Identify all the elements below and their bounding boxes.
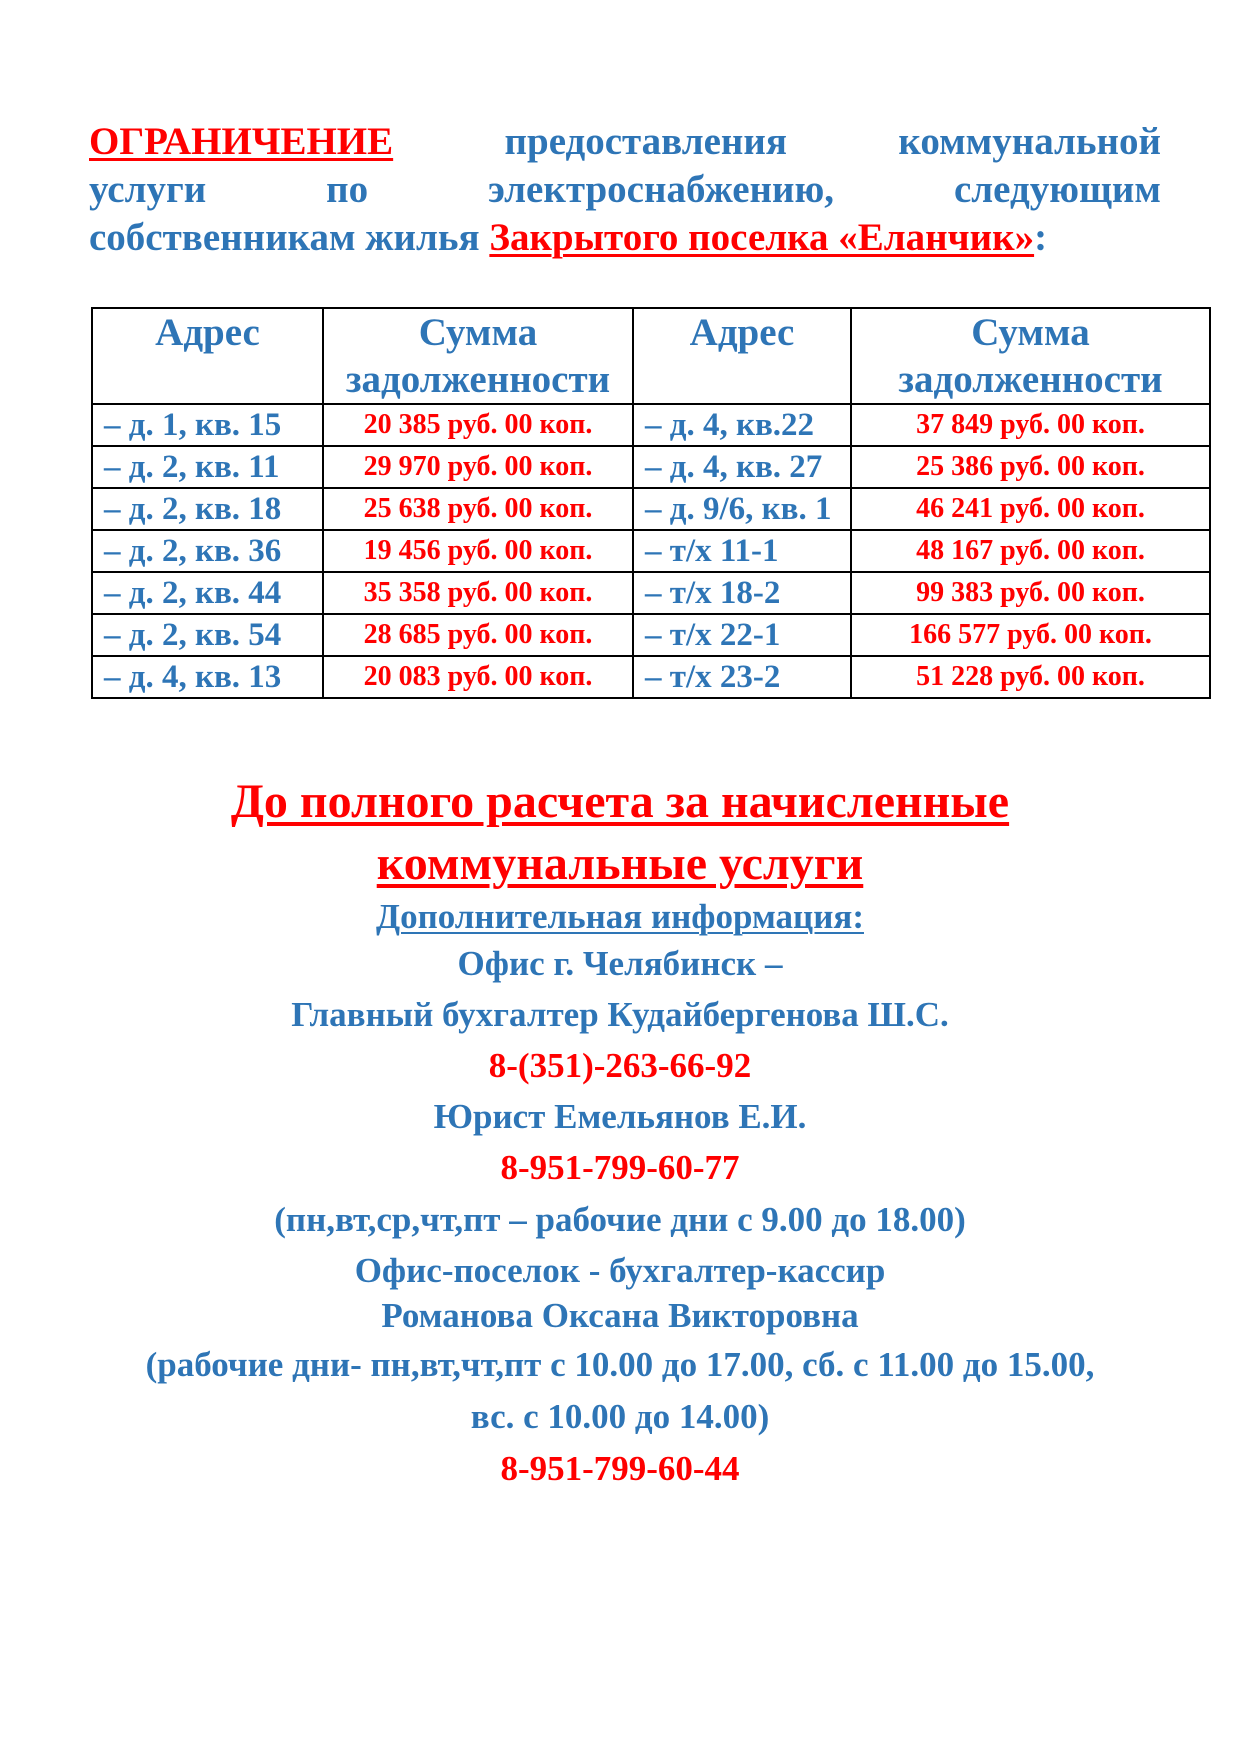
address-cell: – д. 2, кв. 54 <box>92 614 323 656</box>
debt-sum-cell: 37 849 руб. 00 коп. <box>851 404 1210 446</box>
phone-number: 8-(351)-263-66-92 <box>488 1046 752 1085</box>
debt-sum-cell: 166 577 руб. 00 коп. <box>851 614 1210 656</box>
settlement-name: Закрытого поселка «Еланчик» <box>489 216 1035 259</box>
office-city: Офис г. Челябинск – <box>457 944 783 983</box>
restriction-word: ОГРАНИЧЕНИЕ <box>89 120 394 163</box>
table-row <box>92 488 1210 530</box>
office-settlement: Офис-поселок - бухгалтер-кассир <box>354 1251 886 1290</box>
header-address: Адрес <box>92 308 323 404</box>
working-hours: (рабочие дни- пн,вт,чт,пт с 10.00 до 17.00, сб. с 11.00 до 15.00, <box>145 1345 1095 1384</box>
table-row <box>92 572 1210 614</box>
address-cell: – д. 2, кв. 18 <box>92 488 323 530</box>
intro-prefix: собственникам жилья <box>89 216 490 259</box>
debt-sum-cell: 46 241 руб. 00 коп. <box>851 488 1210 530</box>
address-cell: – д. 1, кв. 15 <box>92 404 323 446</box>
address-cell: – т/х 11-1 <box>633 530 851 572</box>
debt-sum-cell: 19 456 руб. 00 коп. <box>323 530 633 572</box>
intro-line-1 <box>89 118 1161 166</box>
intro-paragraph <box>89 118 1161 262</box>
debt-sum-cell: 20 385 руб. 00 коп. <box>323 404 633 446</box>
working-hours: вс. с 10.00 до 14.00) <box>470 1397 770 1436</box>
phone-number: 8-951-799-60-44 <box>500 1449 740 1488</box>
intro-line-2 <box>89 166 1161 214</box>
address-cell: – д. 2, кв. 44 <box>92 572 323 614</box>
table-row <box>92 656 1210 698</box>
address-cell: – д. 9/6, кв. 1 <box>633 488 851 530</box>
cashier-name: Романова Оксана Викторовна <box>381 1296 859 1335</box>
intro-word: услуги <box>89 168 207 211</box>
intro-word: по <box>326 168 369 211</box>
address-cell: – д. 4, кв. 27 <box>633 446 851 488</box>
notice-line-2: коммунальные услуги <box>376 837 864 890</box>
lawyer: Юрист Емельянов Е.И. <box>433 1097 807 1136</box>
debt-sum-cell: 51 228 руб. 00 коп. <box>851 656 1210 698</box>
intro-word: следующим <box>953 168 1161 211</box>
debt-sum-cell: 28 685 руб. 00 коп. <box>323 614 633 656</box>
intro-line-3 <box>89 214 1161 262</box>
intro-word: предоставления <box>504 120 787 163</box>
debt-sum-cell: 25 386 руб. 00 коп. <box>851 446 1210 488</box>
table-row <box>92 530 1210 572</box>
address-cell: – т/х 22-1 <box>633 614 851 656</box>
notice-line-1: До полного расчета за начисленные <box>230 775 1010 828</box>
header-address: Адрес <box>633 308 851 404</box>
info-heading: Дополнительная информация: <box>376 897 864 936</box>
debt-sum-cell: 99 383 руб. 00 коп. <box>851 572 1210 614</box>
debt-sum-cell: 48 167 руб. 00 коп. <box>851 530 1210 572</box>
intro-suffix: : <box>1034 216 1048 259</box>
debt-sum-cell: 35 358 руб. 00 коп. <box>323 572 633 614</box>
table-row <box>92 404 1210 446</box>
table-header-row <box>92 308 1210 404</box>
header-sum: Сумма задолженности <box>323 308 633 404</box>
phone-number: 8-951-799-60-77 <box>500 1148 740 1187</box>
intro-word: коммунальной <box>898 120 1161 163</box>
debt-sum-cell: 25 638 руб. 00 коп. <box>323 488 633 530</box>
chief-accountant: Главный бухгалтер Кудайбергенова Ш.С. <box>291 995 949 1034</box>
address-cell: – д. 4, кв.22 <box>633 404 851 446</box>
address-cell: – т/х 18-2 <box>633 572 851 614</box>
address-cell: – д. 2, кв. 36 <box>92 530 323 572</box>
working-hours: (пн,вт,ср,чт,пт – рабочие дни с 9.00 до 18.00) <box>274 1200 966 1239</box>
table-row <box>92 614 1210 656</box>
table-row <box>92 446 1210 488</box>
address-cell: – д. 2, кв. 11 <box>92 446 323 488</box>
debt-table <box>91 307 1211 699</box>
address-cell: – т/х 23-2 <box>633 656 851 698</box>
address-cell: – д. 4, кв. 13 <box>92 656 323 698</box>
debt-sum-cell: 29 970 руб. 00 коп. <box>323 446 633 488</box>
intro-word: электроснабжению, <box>488 168 835 211</box>
header-sum: Сумма задолженности <box>851 308 1210 404</box>
debt-sum-cell: 20 083 руб. 00 коп. <box>323 656 633 698</box>
